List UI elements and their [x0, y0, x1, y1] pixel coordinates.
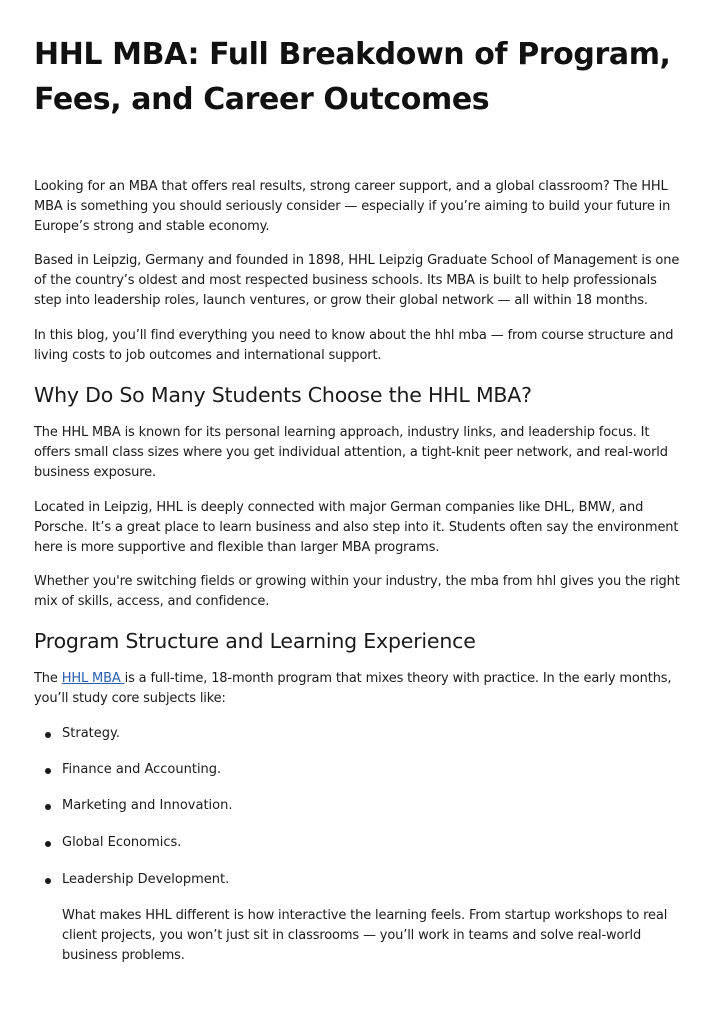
intro-paragraph-1: [34, 177, 686, 237]
list-item-label: Strategy.: [62, 726, 120, 741]
intro-paragraph-3: [34, 326, 686, 366]
bullet-icon: [45, 768, 51, 774]
section-heading-why-text: Why Do So Many Students Choose the HHL MBA?: [34, 383, 532, 407]
section-heading-program-text: Program Structure and Learning Experience: [34, 629, 476, 653]
why-paragraph-2: [34, 498, 686, 558]
section-heading-why: [34, 381, 686, 409]
why-paragraph-3-text: Whether you're switching fields or growing within your industry, the mba from hhl gives you the right mix of skills, access, and confidence.: [34, 574, 680, 609]
why-paragraph-2-text: Located in Leipzig, HHL is deeply connected with major German companies like DHL, BMW, and Porsche. It’s a great place to learn business and also step into it. Students often say the environment here is more supportive and flexible than larger MBA programs.: [34, 500, 679, 555]
hhl-mba-link[interactable]: HHL MBA: [61, 671, 125, 686]
bullet-icon: [45, 841, 51, 847]
page-title: HHL MBA: Full Breakdown of Program, Fees, and Career Outcomes: [34, 37, 671, 117]
intro-paragraph-2-text: Based in Leipzig, Germany and founded in 1898, HHL Leipzig Graduate School of Management is one of the country’s oldest and most respected business schools. Its MBA is built to help professionals step into leadership roles, launch ventures, or grow their global network — all within 18 months.: [34, 253, 680, 308]
intro-paragraph-3-text: In this blog, you’ll find everything you need to know about the hhl mba — from course structure and living costs to job outcomes and international support.: [34, 328, 674, 363]
section-heading-program: [34, 627, 686, 655]
program-paragraph-1-text: [34, 669, 686, 709]
intro-paragraph-2: [34, 251, 686, 311]
list-item: [62, 796, 232, 816]
program-closing-text: What makes HHL different is how interactive the learning feels. From startup workshops to real client projects, you won’t just sit in classrooms — you’ll work in teams and solve real-world business problems.: [62, 908, 668, 963]
program-intro-lead: The: [34, 671, 62, 686]
why-paragraph-3: [34, 572, 686, 612]
why-paragraph-1-text: The HHL MBA is known for its personal learning approach, industry links, and leadership focus. It offers small class sizes where you get individual attention, a tight-knit peer network, and real-world business exposure.: [34, 425, 668, 480]
list-item-label: Finance and Accounting.: [62, 762, 222, 777]
list-item-label: Marketing and Innovation.: [62, 798, 233, 813]
bullet-icon: [45, 878, 51, 884]
list-item-label: Leadership Development.: [62, 872, 230, 887]
intro-paragraph-1-text: Looking for an MBA that offers real results, strong career support, and a global classroom? The HHL MBA is something you should seriously consider — especially if you’re aiming to build your future in Europe’s strong and stable economy.: [34, 179, 671, 234]
list-item-label: Global Economics.: [62, 835, 182, 850]
list-item: [62, 870, 229, 890]
bullet-icon: [45, 732, 51, 738]
list-item: [62, 833, 181, 853]
bullet-icon: [45, 804, 51, 810]
list-item: [62, 724, 120, 744]
program-closing-paragraph: [62, 906, 686, 966]
why-paragraph-1: [34, 423, 686, 483]
program-intro-rest: is a full-time, 18-month program that mixes theory with practice. In the early months, you’ll study core subjects like:: [34, 671, 672, 706]
list-item: [62, 760, 221, 780]
program-paragraph-1: [34, 669, 686, 709]
